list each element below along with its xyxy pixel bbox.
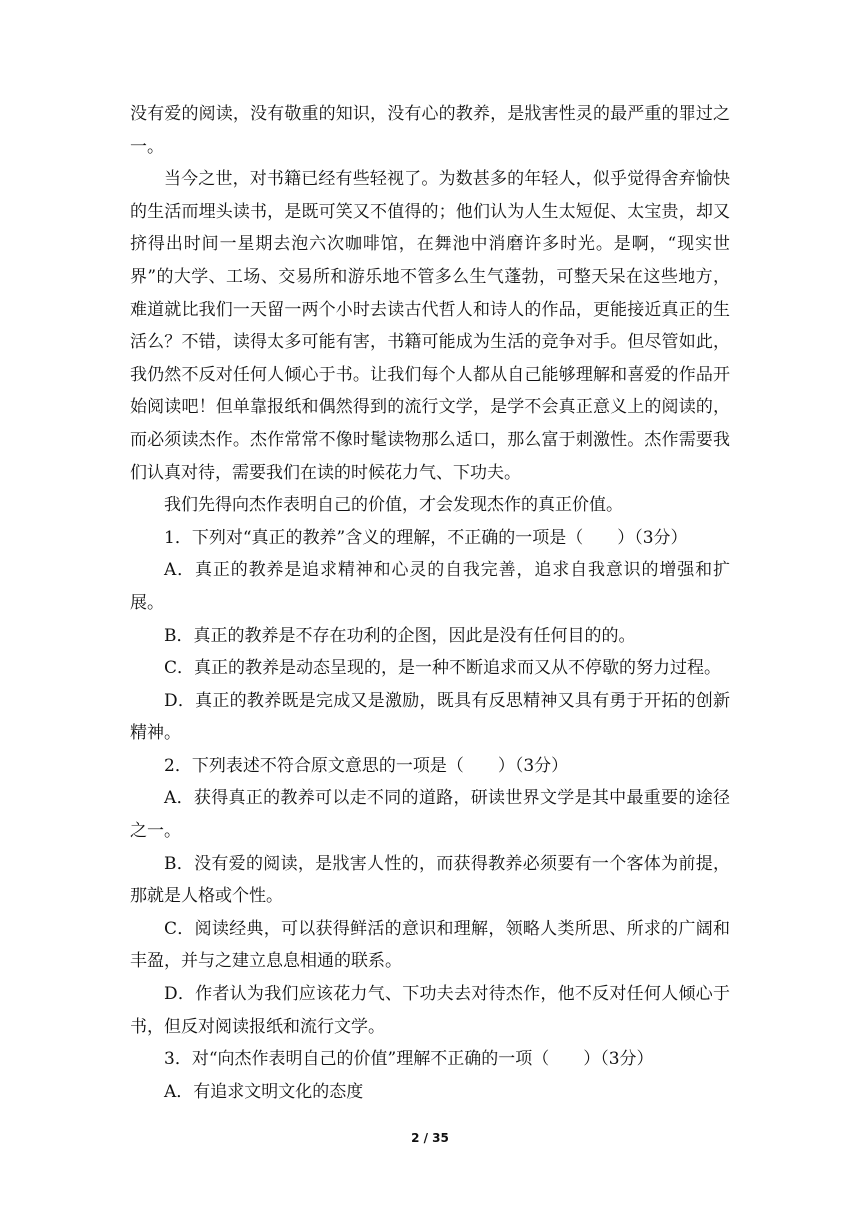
- question-1-option-a: A．真正的教养是追求精神和心灵的自我完善，追求自我意识的增强和扩展。: [130, 560, 730, 613]
- passage-paragraph-1: 没有爱的阅读，没有敬重的知识，没有心的教养，是戕害性灵的最严重的罪过之一。: [130, 104, 730, 157]
- question-3-stem: 3．对“向杰作表明自己的价值”理解不正确的一项（ ）（3分）: [164, 1049, 654, 1070]
- question-1-stem: 1．下列对“真正的教养”含义的理解，不正确的一项是（ ）（3分）: [164, 527, 688, 548]
- page-content: [130, 98, 730, 1108]
- passage-paragraph-2: 当今之世，对书籍已经有些轻视了。为数甚多的年轻人，似乎觉得舍弃愉快的生活而埋头读书，是既可笑又不值得的；他们认为人生太短促、太宝贵，却又挤得出时间一星期去泡六次咖啡馆，在舞池中消磨许多时光。是啊，“现实世界”的大学、工场、交易所和游乐地不管多么生气蓬勃，可整天呆在这些地方，难道就比我们一天留一两个小时去读古代哲人和诗人的作品，更能接近真正的生活么？不错，读得太多可能有害，书籍可能成为生活的竞争对手。但尽管如此，我仍然不反对任何人倾心于书。让我们每个人都从自己能够理解和喜爱的作品开始阅读吧！但单靠报纸和偶然得到的流行文学，是学不会真正意义上的阅读的，而必须读杰作。杰作常常不像时髦读物那么适口，那么富于刺激性。杰作需要我们认真对待，需要我们在读的时候花力气、下功夫。: [130, 169, 730, 483]
- question-1-option-c: C．真正的教养是动态呈现的，是一种不断追求而又从不停歇的努力过程。: [164, 658, 722, 679]
- question-2: [130, 750, 730, 1043]
- question-2-option-d: D．作者认为我们应该花力气、下功夫去对待杰作，他不反对任何人倾心于书，但反对阅读报纸和流行文学。: [130, 984, 730, 1037]
- question-1: [130, 522, 730, 750]
- question-2-option-b: B．没有爱的阅读，是戕害人性的，而获得教养必须要有一个客体为前提，那就是人格或个性。: [130, 853, 730, 907]
- question-1-option-b: B．真正的教养是不存在功利的企图，因此是没有任何目的的。: [164, 625, 636, 646]
- question-3-option-a: A．有追求文明文化的态度: [164, 1081, 364, 1102]
- question-2-option-c: C．阅读经典，可以获得鲜活的意识和理解，领略人类所思、所求的广阔和丰盈，并与之建立息息相通的联系。: [130, 918, 730, 972]
- question-2-option-a: A．获得真正的教养可以走不同的道路，研读世界文学是其中最重要的途径之一。: [130, 788, 730, 842]
- passage-paragraph-3: 我们先得向杰作表明自己的价值，才会发现杰作的真正价值。: [164, 495, 623, 516]
- question-3: [130, 1043, 730, 1108]
- page-number: 2 / 35: [411, 1131, 449, 1145]
- question-2-stem: 2．下列表述不符合原文意思的一项是（ ）（3分）: [164, 755, 569, 776]
- question-1-option-d: D．真正的教养既是完成又是激励，既具有反思精神又具有勇于开拓的创新精神。: [130, 690, 730, 744]
